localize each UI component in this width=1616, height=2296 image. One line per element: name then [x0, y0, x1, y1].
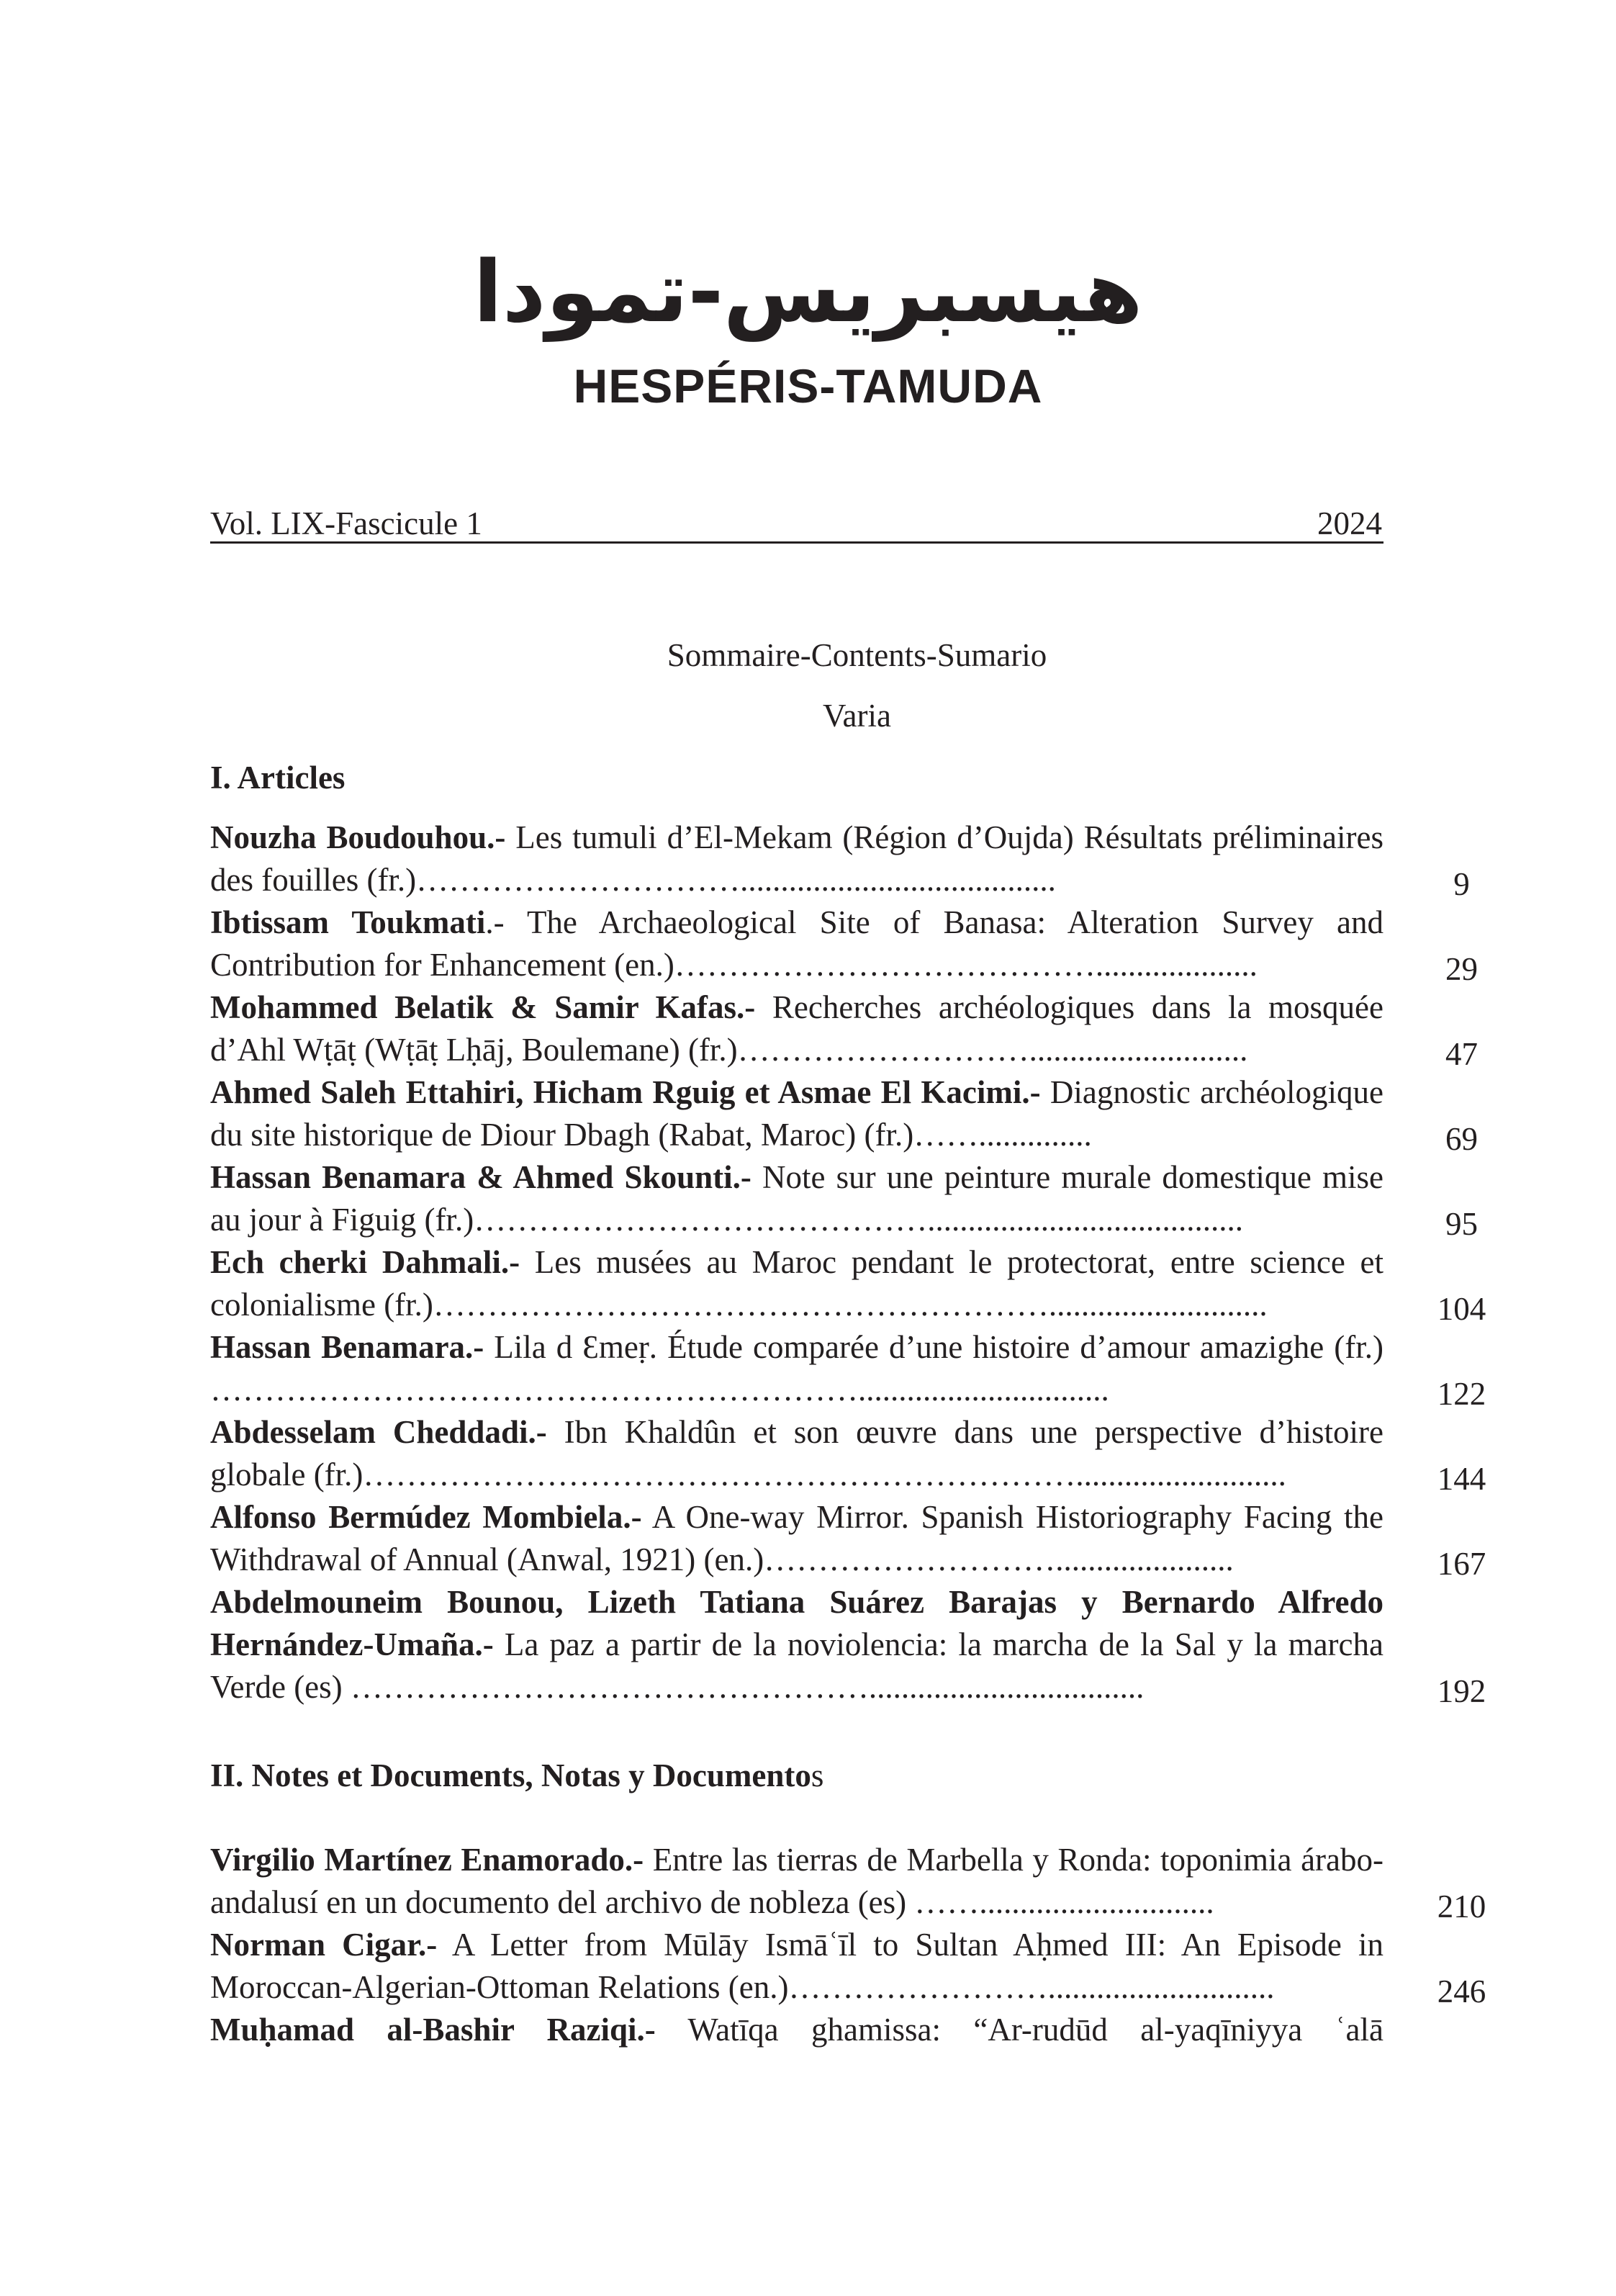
entry-title: Les tumuli d’El-Mekam (Région d’Oujda) Résultats préliminaires des fouilles (fr.) [210, 819, 1383, 898]
entry-authors: Ahmed Saleh Ettahiri, Hicham Rguig et Asmae El Kacimi.- [210, 1074, 1041, 1110]
entry-title: Recherches archéologiques dans la mosquée d’Ahl Wṭāṭ (Wṭāṭ Lḥāj, Boulemane) (fr.) [210, 989, 1383, 1068]
volume-label: Vol. LIX-Fascicule 1 [210, 505, 482, 541]
section-heading-notes [210, 1754, 823, 1797]
toc-entry[interactable] [210, 1241, 1527, 1326]
entry-title: .- The Archaeological Site of Banasa: Alteration Survey and Contribution for Enhancement (en.) [210, 904, 1383, 983]
entry-page-number: 167 [1437, 1546, 1486, 1582]
entry-text [210, 1581, 1383, 1709]
entry-title: A Letter from Mūlāy Ismāʿīl to Sultan Aḥmed III: An Episode in Moroccan-Algerian-Ottoman Relations (en.) [210, 1927, 1383, 2005]
toc-entry[interactable] [210, 1326, 1527, 1411]
entry-text [210, 1071, 1383, 1156]
entry-leader: ………………………………………….................................. [342, 1669, 1145, 1705]
entry-page-number: 29 [1445, 951, 1478, 987]
entry-text [210, 1839, 1383, 1924]
entry-text [210, 2009, 1383, 2051]
entry-text [210, 1411, 1383, 1496]
entry-title: A One-way Mirror. Spanish Historiography Facing the Withdrawal of Annual (Anwal, 1921) (en.) [210, 1499, 1384, 1577]
entry-title: Entre las tierras de Marbella y Ronda: toponimia árabo-andalusí en un documento del archivo de nobleza (es) [210, 1842, 1383, 1920]
entry-authors: Ibtissam Toukmati [210, 904, 486, 940]
entry-leader: ……............................. [906, 1884, 1214, 1920]
entry-page-number: 122 [1437, 1376, 1486, 1412]
entry-authors: Norman Cigar.- [210, 1927, 438, 1963]
entry-authors: Alfonso Bermúdez Mombiela.- [210, 1499, 642, 1535]
journal-logo-arabic: هيسبريس-تمودا [473, 242, 1143, 341]
entry-title: Diagnostic archéologique du site historique de Diour Dbagh (Rabat, Maroc) (fr.) [210, 1074, 1383, 1153]
toc-entry[interactable] [210, 1071, 1527, 1156]
toc-entry[interactable] [210, 986, 1527, 1071]
entry-leader: ……………………………………………………............................... [210, 1372, 1109, 1408]
toc-entry[interactable] [210, 901, 1527, 986]
entry-text [210, 1496, 1383, 1581]
entry-leader: ……………………………………....................................... [474, 1202, 1243, 1238]
entry-leader: ………………………........................... [737, 1032, 1248, 1068]
entry-authors: Muḥamad al-Bashir Raziqi.- [210, 2012, 656, 2048]
entry-page-number: 47 [1445, 1036, 1478, 1072]
contents-title: Sommaire-Contents-Sumario [667, 637, 1047, 673]
entry-leader: …….............. [913, 1117, 1092, 1153]
entry-page-number: 144 [1437, 1461, 1486, 1497]
entry-page-number: 9 [1453, 866, 1470, 902]
entry-authors: Mohammed Belatik & Samir Kafas.- [210, 989, 756, 1025]
volume-line [210, 505, 1383, 544]
entry-title: Lila d Ɛmeṛ. Étude comparée d’une histoire d’amour amazighe (fr.) [484, 1329, 1383, 1365]
entry-page-number: 104 [1437, 1291, 1486, 1327]
entry-page-number: 69 [1445, 1121, 1478, 1157]
entry-authors: Ech cherki Dahmali.- [210, 1244, 520, 1280]
entry-leader: ………………………...................... [764, 1541, 1234, 1577]
entry-authors: Hassan Benamara & Ahmed Skounti.- [210, 1159, 751, 1195]
journal-logo-latin: HESPÉRIS-TAMUDA [573, 359, 1043, 413]
entry-title: Watīqa ghamissa: “Ar-rudūd al-yaqīniyya ʿalā [655, 2012, 1384, 2048]
entry-title: La paz a partir de la noviolencia: la marcha de la Sal y la marcha Verde (es) [210, 1626, 1383, 1705]
section-heading-notes-main: II. Notes et Documents, Notas y Documento [210, 1757, 811, 1793]
entry-page-number: 95 [1445, 1206, 1478, 1242]
entry-leader: …………………………………………………........................... [433, 1287, 1268, 1323]
entry-text [210, 816, 1383, 901]
entry-page-number: 246 [1437, 1973, 1486, 2009]
section-heading-notes-tail: s [811, 1757, 824, 1793]
entry-text [210, 986, 1383, 1071]
toc-entry[interactable] [210, 1156, 1527, 1241]
entry-text [210, 1241, 1383, 1326]
entry-leader: ………………………………………………………….......................... [363, 1457, 1286, 1493]
entry-authors: Abdelmouneim Bounou, Lizeth Tatiana Suárez Barajas y Bernardo Alfredo Hernández-Umaña.- [210, 1584, 1383, 1662]
entry-leader: ……………………............................ [788, 1969, 1275, 2005]
entry-page-number: 210 [1437, 1888, 1486, 1924]
entry-text [210, 1924, 1383, 2009]
entry-title: Les musées au Maroc pendant le protectorat, entre science et colonialisme (fr.) [210, 1244, 1383, 1323]
varia-label: Varia [823, 698, 891, 734]
volume-year: 2024 [1317, 505, 1382, 541]
toc-entry[interactable] [210, 816, 1527, 901]
toc-entry[interactable] [210, 1496, 1527, 1581]
entry-authors: Abdesselam Cheddadi.- [210, 1414, 547, 1450]
entry-text [210, 901, 1383, 986]
entry-authors: Nouzha Boudouhou.- [210, 819, 506, 855]
toc-entry[interactable] [210, 2009, 1527, 2051]
entry-page-number: 192 [1437, 1673, 1486, 1709]
toc-entry[interactable] [210, 1411, 1527, 1496]
entry-text [210, 1326, 1383, 1411]
entry-text [210, 1156, 1383, 1241]
toc-entry[interactable] [210, 1839, 1527, 1924]
entry-authors: Virgilio Martínez Enamorado.- [210, 1842, 644, 1878]
toc-entry[interactable] [210, 1581, 1527, 1709]
entry-leader: …………………………....................................... [416, 862, 1056, 898]
entry-authors: Hassan Benamara.- [210, 1329, 484, 1365]
entry-title: Ibn Khaldûn et son œuvre dans une perspective d’histoire globale (fr.) [210, 1414, 1383, 1493]
entry-leader: ………………………………….................... [674, 947, 1258, 983]
entry-title: Note sur une peinture murale domestique mise au jour à Figuig (fr.) [210, 1159, 1383, 1238]
section-heading-articles: I. Articles [210, 760, 346, 796]
toc-entry[interactable] [210, 1924, 1527, 2009]
